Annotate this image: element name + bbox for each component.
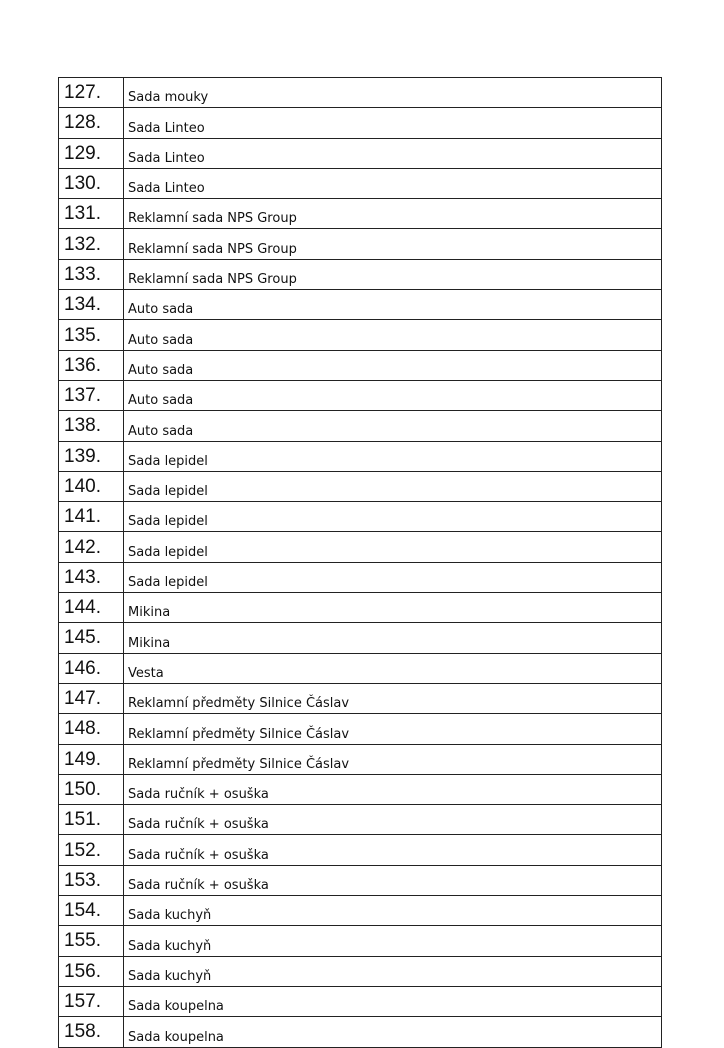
row-number: 155. [59, 926, 124, 956]
row-item-name: Sada ručník + osuška [124, 805, 662, 835]
table-row [59, 108, 662, 138]
row-number: 140. [59, 471, 124, 501]
row-number: 128. [59, 108, 124, 138]
row-item-name: Auto sada [124, 380, 662, 410]
row-number: 148. [59, 714, 124, 744]
row-item-name: Auto sada [124, 350, 662, 380]
row-number: 135. [59, 320, 124, 350]
row-number: 130. [59, 168, 124, 198]
row-number: 154. [59, 896, 124, 926]
row-item-name: Sada lepidel [124, 532, 662, 562]
row-item-name: Auto sada [124, 290, 662, 320]
row-item-name: Sada ručník + osuška [124, 774, 662, 804]
row-item-name: Sada koupelna [124, 986, 662, 1016]
row-item-name: Sada kuchyň [124, 926, 662, 956]
row-number: 156. [59, 956, 124, 986]
row-number: 139. [59, 441, 124, 471]
row-number: 136. [59, 350, 124, 380]
row-item-name: Reklamní sada NPS Group [124, 259, 662, 289]
row-number: 133. [59, 259, 124, 289]
row-number: 129. [59, 138, 124, 168]
row-number: 146. [59, 653, 124, 683]
table-row [59, 199, 662, 229]
table-row [59, 926, 662, 956]
table-row [59, 138, 662, 168]
table-row [59, 78, 662, 108]
table-row [59, 380, 662, 410]
table-row [59, 168, 662, 198]
row-number: 132. [59, 229, 124, 259]
row-item-name: Sada Linteo [124, 108, 662, 138]
row-number: 149. [59, 744, 124, 774]
table-row [59, 805, 662, 835]
row-number: 141. [59, 502, 124, 532]
table-row [59, 229, 662, 259]
table-row [59, 562, 662, 592]
table-row [59, 653, 662, 683]
items-table [58, 77, 662, 1048]
row-number: 153. [59, 865, 124, 895]
row-item-name: Sada ručník + osuška [124, 835, 662, 865]
table-row [59, 1017, 662, 1047]
row-item-name: Auto sada [124, 411, 662, 441]
table-row [59, 259, 662, 289]
row-number: 145. [59, 623, 124, 653]
row-number: 144. [59, 593, 124, 623]
row-number: 158. [59, 1017, 124, 1047]
row-item-name: Sada lepidel [124, 502, 662, 532]
row-item-name: Sada mouky [124, 78, 662, 108]
row-number: 152. [59, 835, 124, 865]
row-number: 137. [59, 380, 124, 410]
row-item-name: Sada koupelna [124, 1017, 662, 1047]
table-row [59, 411, 662, 441]
row-number: 147. [59, 683, 124, 713]
row-number: 142. [59, 532, 124, 562]
table-row [59, 290, 662, 320]
table-row [59, 835, 662, 865]
table-row [59, 441, 662, 471]
table-row [59, 986, 662, 1016]
table-row [59, 623, 662, 653]
row-number: 127. [59, 78, 124, 108]
row-item-name: Mikina [124, 623, 662, 653]
row-item-name: Sada lepidel [124, 562, 662, 592]
items-table-body [59, 78, 662, 1048]
row-item-name: Reklamní předměty Silnice Čáslav [124, 744, 662, 774]
row-item-name: Sada Linteo [124, 168, 662, 198]
row-item-name: Sada lepidel [124, 471, 662, 501]
row-number: 131. [59, 199, 124, 229]
row-item-name: Auto sada [124, 320, 662, 350]
row-item-name: Vesta [124, 653, 662, 683]
table-row [59, 532, 662, 562]
table-row [59, 471, 662, 501]
row-item-name: Reklamní sada NPS Group [124, 229, 662, 259]
row-item-name: Sada kuchyň [124, 956, 662, 986]
row-number: 134. [59, 290, 124, 320]
row-item-name: Reklamní předměty Silnice Čáslav [124, 714, 662, 744]
table-row [59, 320, 662, 350]
table-row [59, 502, 662, 532]
row-item-name: Sada ručník + osuška [124, 865, 662, 895]
table-row [59, 896, 662, 926]
table-row [59, 714, 662, 744]
row-item-name: Mikina [124, 593, 662, 623]
row-item-name: Reklamní sada NPS Group [124, 199, 662, 229]
table-row [59, 956, 662, 986]
row-number: 150. [59, 774, 124, 804]
table-row [59, 744, 662, 774]
row-number: 138. [59, 411, 124, 441]
row-number: 143. [59, 562, 124, 592]
row-item-name: Sada lepidel [124, 441, 662, 471]
table-row [59, 774, 662, 804]
table-row [59, 593, 662, 623]
table-row [59, 350, 662, 380]
row-item-name: Sada kuchyň [124, 896, 662, 926]
row-item-name: Reklamní předměty Silnice Čáslav [124, 683, 662, 713]
row-item-name: Sada Linteo [124, 138, 662, 168]
row-number: 151. [59, 805, 124, 835]
row-number: 157. [59, 986, 124, 1016]
table-row [59, 683, 662, 713]
table-row [59, 865, 662, 895]
